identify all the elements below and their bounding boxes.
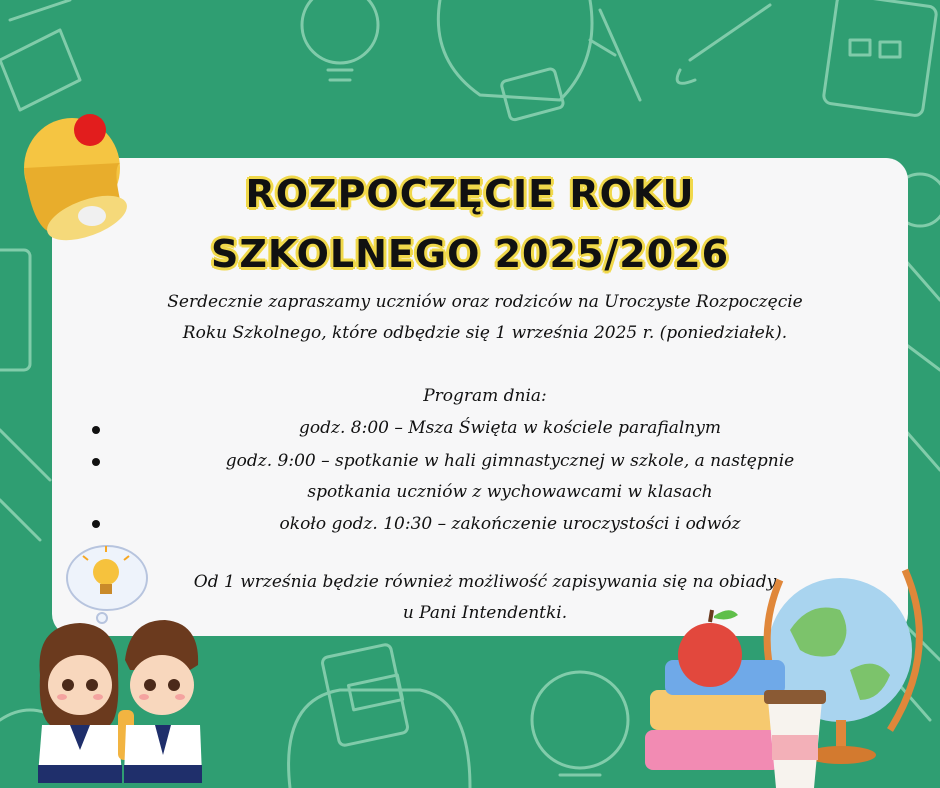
program-item-2-continuation: spotkania uczniów z wychowawcami w klasach — [307, 482, 713, 502]
intro-line-2: Roku Szkolnego, które odbędzie się 1 września 2025 r. (poniedziałek). — [182, 323, 788, 343]
lightbulb-thought-icon — [62, 540, 152, 625]
students-illustration — [30, 615, 210, 785]
note-line-2: u Pani Intendentki. — [402, 603, 568, 623]
bullet-2 — [92, 458, 100, 466]
program-item-2: godz. 9:00 – spotkanie w hali gimnastycznej w szkole, a następnie — [225, 451, 795, 471]
bullet-3 — [92, 520, 100, 528]
title-line-1: ROZPOCZĘCIE ROKU — [245, 172, 695, 216]
books-globe-illustration — [640, 560, 940, 788]
intro-line-1: Serdecznie zapraszamy uczniów oraz rodziców na Uroczyste Rozpoczęcie — [167, 292, 803, 312]
program-item-1: godz. 8:00 – Msza Święta w kościele parafialnym — [299, 418, 721, 438]
program-item-3: około godz. 10:30 – zakończenie uroczystości i odwóz — [279, 514, 741, 534]
title-line-2: SZKOLNEGO 2025/2026 — [210, 232, 730, 276]
note-line-1: Od 1 września będzie również możliwość zapisywania się na obiady — [193, 572, 777, 592]
bullet-1 — [92, 426, 100, 434]
program-heading: Program dnia: — [423, 386, 547, 406]
